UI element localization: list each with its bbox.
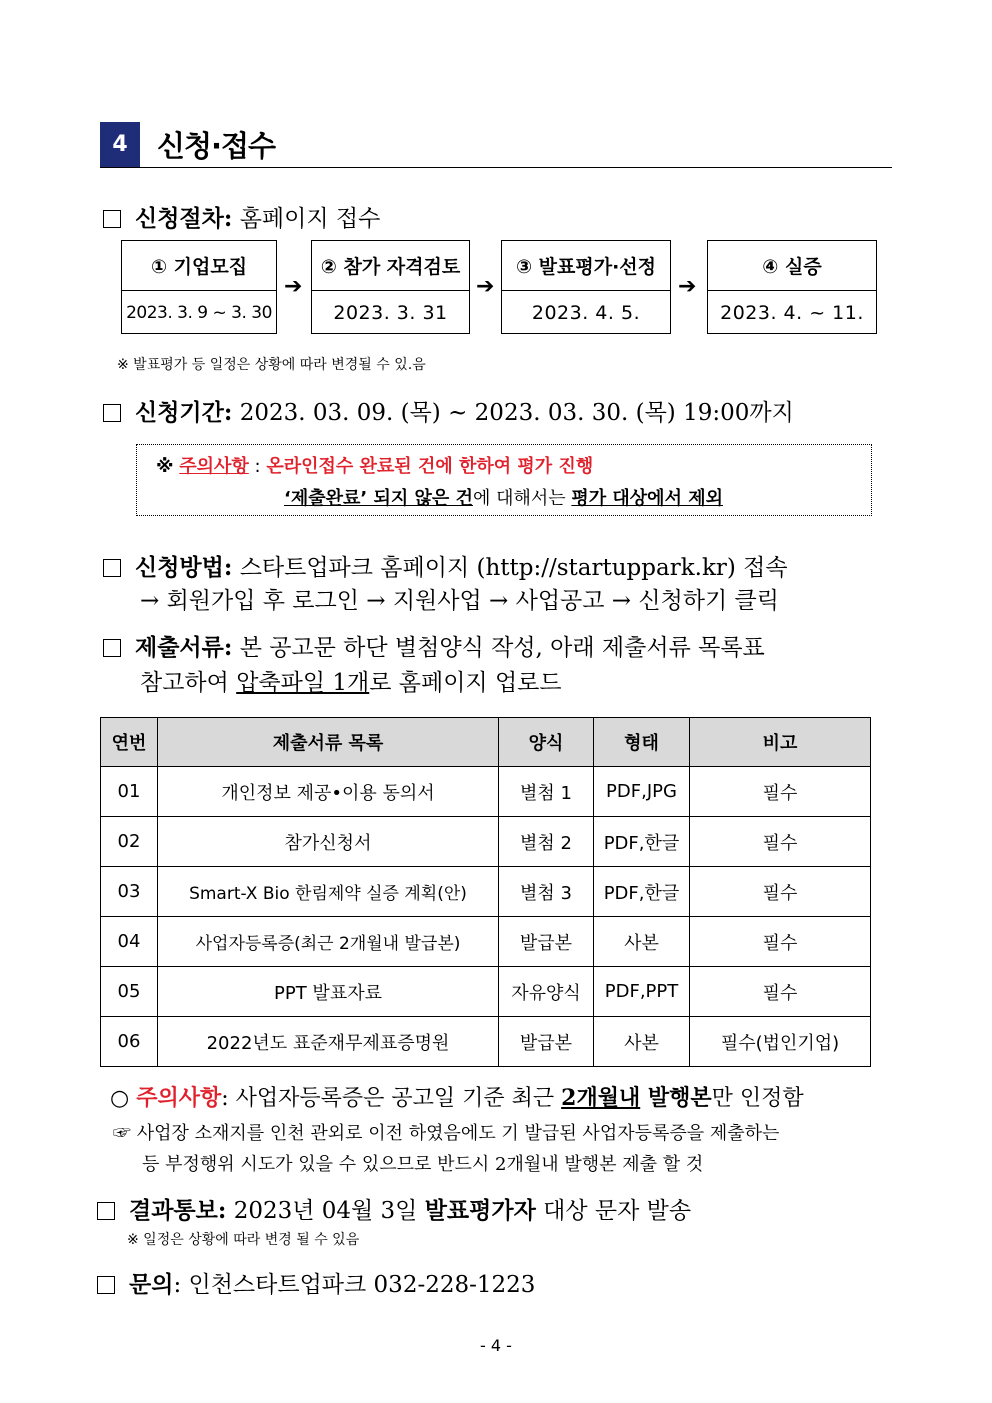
table-cell: PDF,한글 [594, 867, 690, 917]
caution-line-2 [284, 484, 723, 510]
period-label: 신청기간: [135, 399, 233, 426]
table-cell: 필수 [690, 767, 871, 817]
square-bullet-icon [97, 1202, 115, 1220]
procedure-value: 홈페이지 접수 [239, 206, 381, 232]
circle-bullet-icon: ○ [110, 1086, 130, 1111]
step-3 [501, 240, 671, 334]
table-cell: 별첨 2 [499, 817, 594, 867]
step-date: 2023. 4. ~ 11. [720, 302, 864, 324]
method-label: 신청방법: [135, 554, 233, 581]
documents-label: 제출서류: [135, 634, 233, 661]
table-row [101, 917, 871, 967]
table-cell: 필수(법인기업) [690, 1017, 871, 1067]
table-row [101, 767, 871, 817]
table-cell: 사업자등록증(최근 2개월내 발급본) [158, 917, 499, 967]
table-cell: 06 [101, 1017, 158, 1067]
step-date: 2023. 3. 31 [333, 302, 448, 324]
table-row [101, 817, 871, 867]
table-cell: PDF,PPT [594, 967, 690, 1017]
table-cell: 02 [101, 817, 158, 867]
result-text-a: 2023년 04월 3일 [233, 1198, 425, 1224]
table-header: 형태 [594, 718, 690, 767]
caution-label: 주의사항 [179, 456, 249, 477]
inquiry-text: : 인천스타트업파크 032-228-1223 [173, 1272, 536, 1298]
table-cell: Smart-X Bio 한림제약 실증 계획(안) [158, 867, 499, 917]
caution-line-1 [156, 452, 593, 478]
documents-line-2 [140, 664, 562, 697]
square-bullet-icon [103, 559, 121, 577]
table-cell: 필수 [690, 817, 871, 867]
note2-text-c: 발행본 [640, 1085, 712, 1111]
table-cell: 2022년도 표준재무제표증명원 [158, 1017, 499, 1067]
note2-text-b: 2개월내 [561, 1085, 641, 1111]
result-text-b: 발표평가자 [424, 1197, 536, 1224]
pointing-hand-icon: ☞ [113, 1123, 131, 1144]
table-row [101, 967, 871, 1017]
table-cell: 별첨 3 [499, 867, 594, 917]
arrow-right-icon: ➔ [284, 274, 303, 299]
period-value: 2023. 03. 09. (목) ~ 2023. 03. 30. (목) 19:00까지 [239, 400, 794, 426]
table-cell: PDF,한글 [594, 817, 690, 867]
table-header: 양식 [499, 718, 594, 767]
step-label: ② 참가 자격검토 [312, 241, 469, 291]
step-label: ④ 실증 [708, 241, 876, 291]
procedure-heading [103, 200, 380, 233]
table-cell: 사본 [594, 1017, 690, 1067]
table-cell: 필수 [690, 917, 871, 967]
note2-sub-line-1 [113, 1119, 779, 1145]
table-header: 비고 [690, 718, 871, 767]
note2-sub-text-1: 사업장 소재지를 인천 관외로 이전 하였음에도 기 발급된 사업자등록증을 제출하는 [136, 1123, 780, 1144]
step-4 [707, 240, 877, 334]
table-cell: 발급본 [499, 1017, 594, 1067]
period-line [103, 394, 794, 427]
inquiry-line [97, 1266, 535, 1299]
table-cell: 별첨 1 [499, 767, 594, 817]
arrow-right-icon: ➔ [476, 274, 495, 299]
table-header: 연번 [101, 718, 158, 767]
step-1 [121, 240, 277, 334]
table-cell: 발급본 [499, 917, 594, 967]
note2-text-d: 만 인정함 [711, 1086, 804, 1111]
inquiry-label: 문의 [129, 1271, 174, 1298]
documents-text-underlined: 압축파일 1개 [236, 670, 370, 696]
documents-text: 본 공고문 하단 별첨양식 작성, 아래 제출서류 목록표 [239, 635, 765, 661]
step-date: 2023. 4. 5. [531, 302, 641, 324]
note2-label: 주의사항 [136, 1085, 222, 1111]
table-cell: PDF,JPG [594, 767, 690, 817]
result-note: ※ 일정은 상황에 따라 변경 될 수 있음 [127, 1232, 360, 1248]
section-title: 신청·접수 [157, 129, 276, 163]
step-2 [311, 240, 470, 334]
result-label: 결과통보: [129, 1197, 227, 1224]
table-cell: 자유양식 [499, 967, 594, 1017]
square-bullet-icon [103, 404, 121, 422]
result-text-c: 대상 문자 발송 [535, 1198, 692, 1224]
table-cell: 필수 [690, 967, 871, 1017]
table-cell: 참가신청서 [158, 817, 499, 867]
table-cell: 사본 [594, 917, 690, 967]
method-line-1 [103, 549, 788, 582]
caution-separator: : [248, 456, 267, 477]
square-bullet-icon [103, 639, 121, 657]
note2-text-a: : 사업자등록증은 공고일 기준 최근 [221, 1086, 562, 1111]
table-cell: PPT 발표자료 [158, 967, 499, 1017]
page-number: - 4 - [480, 1336, 512, 1355]
table-row [101, 1017, 871, 1067]
documents-text-a: 참고하여 [140, 670, 237, 696]
square-bullet-icon [103, 210, 121, 228]
table-header: 제출서류 목록 [158, 718, 499, 767]
table-cell: 01 [101, 767, 158, 817]
documents-line-1 [103, 629, 765, 662]
step-label: ③ 발표평가·선정 [502, 241, 670, 291]
arrow-right-icon: ➔ [678, 274, 697, 299]
documents-table [100, 717, 871, 1067]
note2-sub-line-2: 등 부정행위 시도가 있을 수 있으므로 반드시 2개월내 발행본 제출 할 것 [142, 1154, 704, 1175]
table-cell: 05 [101, 967, 158, 1017]
note2-line [110, 1081, 804, 1112]
square-bullet-icon [97, 1276, 115, 1294]
table-row [101, 867, 871, 917]
step-label: ① 기업모집 [122, 241, 276, 291]
table-cell: 04 [101, 917, 158, 967]
method-text: 스타트업파크 홈페이지 (http://startuppark.kr) 접속 [239, 555, 788, 581]
caution-text-emphasis: 평가 대상에서 제외 [571, 488, 723, 509]
table-cell: 필수 [690, 867, 871, 917]
table-cell: 03 [101, 867, 158, 917]
caution-mark: ※ [156, 456, 174, 477]
table-cell: 개인정보 제공•이용 동의서 [158, 767, 499, 817]
caution-text: 온라인접수 완료된 건에 한하여 평가 진행 [266, 456, 594, 477]
method-line-2: → 회원가입 후 로그인 → 지원사업 → 사업공고 → 신청하기 클릭 [140, 588, 779, 614]
caution-text-plain: 에 대해서는 [472, 488, 572, 509]
table-header-row [101, 718, 871, 767]
section-number: 4 [100, 122, 140, 167]
procedure-note: ※ 발표평가 등 일정은 상황에 따라 변경될 수 있.음 [117, 357, 426, 373]
section-divider [100, 167, 892, 168]
step-date: 2023. 3. 9 ~ 3. 30 [126, 303, 272, 323]
documents-text-c: 로 홈페이지 업로드 [369, 670, 562, 696]
caution-text-underlined: ‘제출완료’ 되지 않은 건 [284, 488, 473, 509]
procedure-label: 신청절차: [135, 205, 233, 232]
result-line [97, 1192, 691, 1225]
